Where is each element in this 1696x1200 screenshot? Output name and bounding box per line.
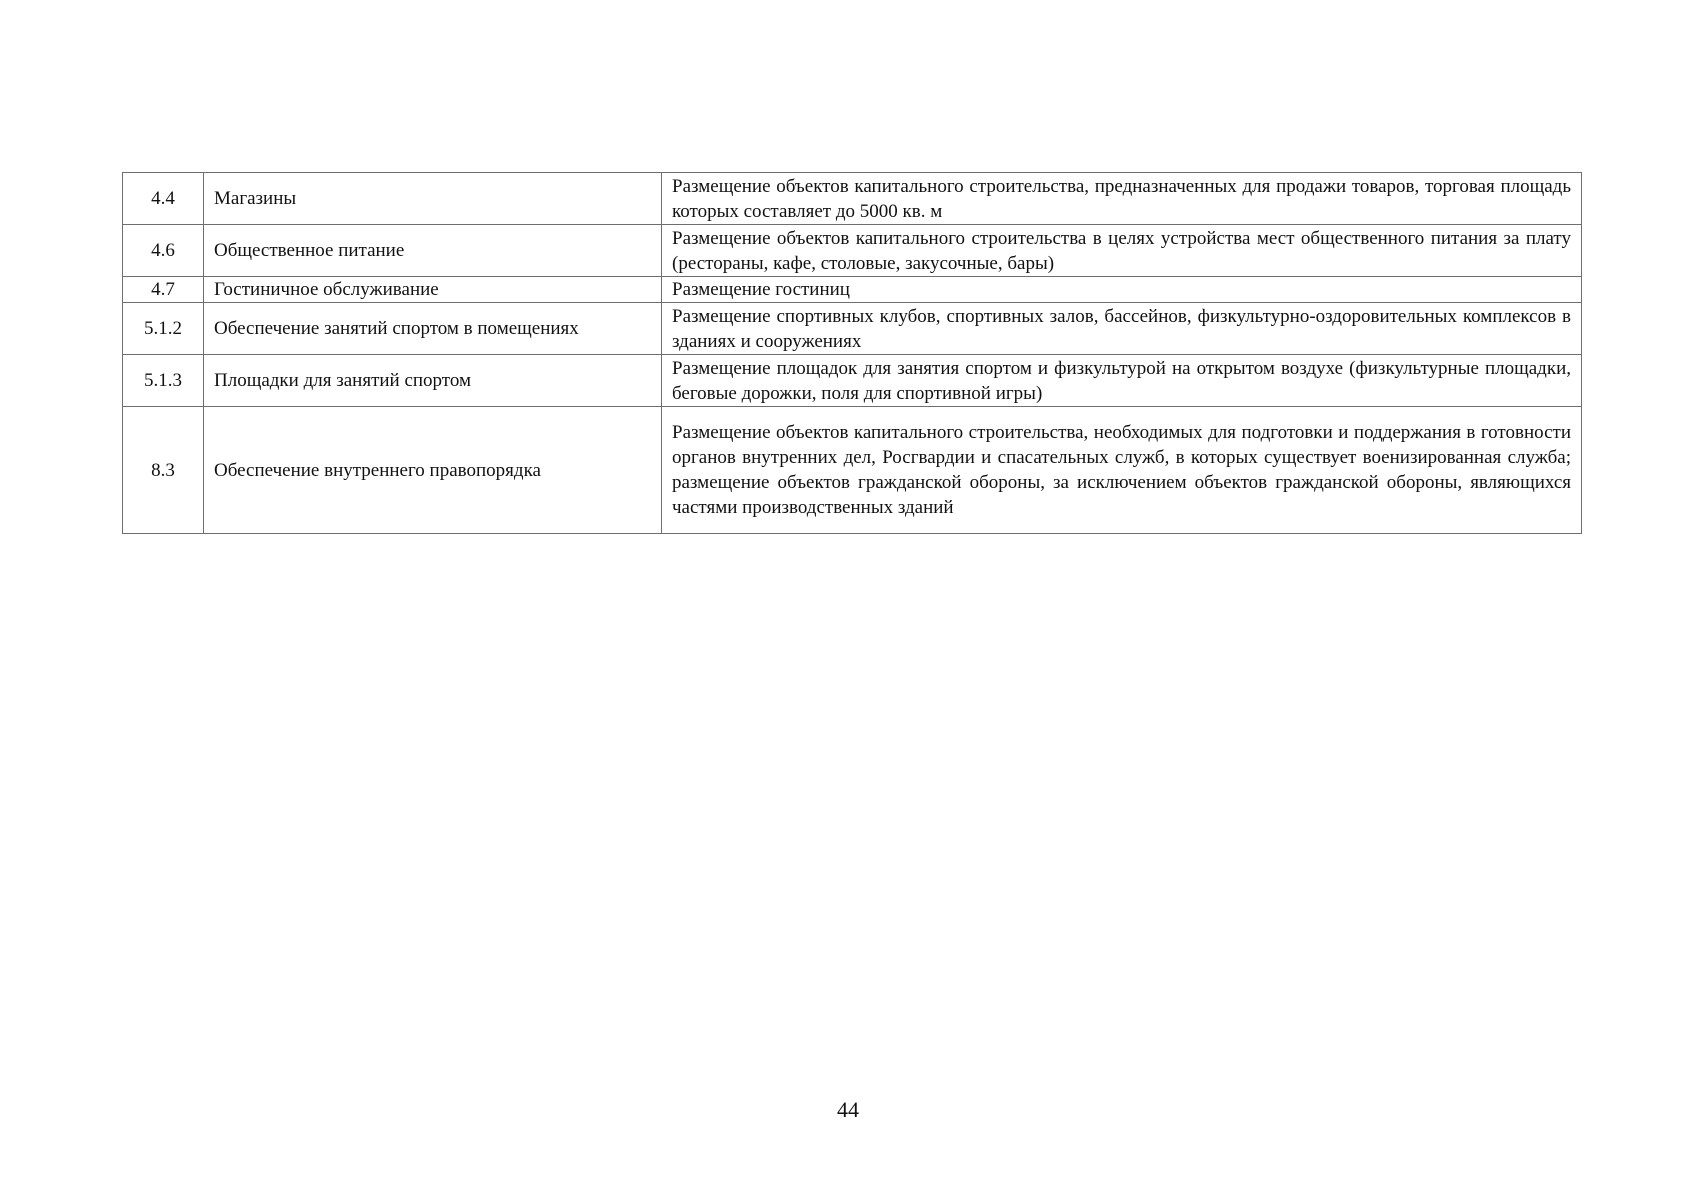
row-name: Обеспечение внутреннего правопорядка <box>204 407 662 534</box>
row-code: 8.3 <box>123 407 204 534</box>
row-name: Магазины <box>204 173 662 225</box>
page-number: 44 <box>837 1097 859 1122</box>
table-row <box>123 407 1582 534</box>
row-code: 4.7 <box>123 277 204 303</box>
row-name: Гостиничное обслуживание <box>204 277 662 303</box>
row-code: 5.1.2 <box>123 303 204 355</box>
row-description: Размещение объектов капитального строительства, предназначенных для продажи товаров, торговая площадь которых составляет до 5000 кв. м <box>662 173 1582 225</box>
row-description: Размещение площадок для занятия спортом и физкультурой на открытом воздухе (физкультурные площадки, беговые дорожки, поля для спортивной игры) <box>662 355 1582 407</box>
table-row <box>123 303 1582 355</box>
row-description: Размещение спортивных клубов, спортивных залов, бассейнов, физкультурно-оздоровительных комплексов в зданиях и сооружениях <box>662 303 1582 355</box>
table-row <box>123 355 1582 407</box>
row-description: Размещение объектов капитального строительства, необходимых для подготовки и поддержания в готовности органов внутренних дел, Росгвардии и спасательных служб, в которых существует военизированная служба; размещение объектов гражданской обороны, за исключением объектов гражданской обороны, являющихся частями производственных зданий <box>662 407 1582 534</box>
row-description: Размещение гостиниц <box>662 277 1582 303</box>
row-description: Размещение объектов капитального строительства в целях устройства мест общественного питания за плату (рестораны, кафе, столовые, закусочные, бары) <box>662 225 1582 277</box>
table-row <box>123 225 1582 277</box>
row-code: 5.1.3 <box>123 355 204 407</box>
row-name: Площадки для занятий спортом <box>204 355 662 407</box>
land-use-table <box>122 172 1582 534</box>
row-code: 4.6 <box>123 225 204 277</box>
table-row <box>123 277 1582 303</box>
row-name: Общественное питание <box>204 225 662 277</box>
row-name: Обеспечение занятий спортом в помещениях <box>204 303 662 355</box>
row-code: 4.4 <box>123 173 204 225</box>
table-row <box>123 173 1582 225</box>
